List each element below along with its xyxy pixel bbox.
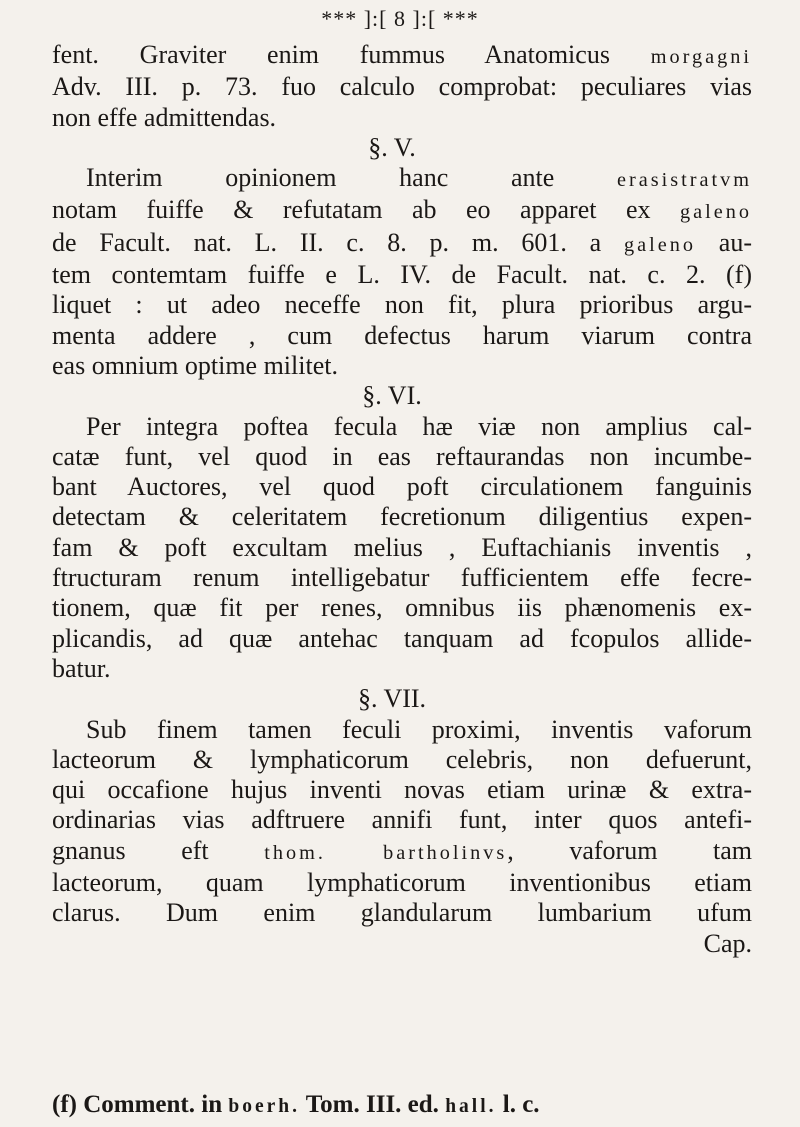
text-line: lacteorum, quam lymphaticorum inventionibus etiam — [52, 868, 752, 898]
text-line: menta addere , cum defectus harum viarum contra — [52, 320, 752, 350]
catchword: Cap. — [703, 928, 752, 958]
text-line: qui occafione hujus inventi novas etiam urinæ & extra- — [52, 775, 752, 805]
text-line: ordinarias vias adftruere annifi funt, inter quos antefi- — [52, 805, 752, 835]
author-name: morgagni — [650, 46, 752, 68]
footnote — [52, 1090, 762, 1122]
text-line: tem contemtam fuiffe e L. IV. de Facult. nat. c. 2. (f) — [52, 260, 752, 290]
text-line: lacteorum & lymphaticorum celebris, non defuerunt, — [52, 744, 752, 774]
text-line — [52, 40, 752, 72]
author-name: galeno — [679, 201, 752, 224]
text-line: plicandis, ad quæ antehac tanquam ad fcopulos allide- — [52, 623, 752, 653]
text-line: bant Auctores, vel quod poft circulationem fanguinis — [52, 472, 752, 502]
text-line: liquet : ut adeo neceffe non fit, plura prioribus argu- — [52, 290, 752, 320]
text-line: batur. — [52, 653, 111, 683]
text-line: non effe admittendas. — [52, 102, 277, 132]
text-span: , vaforum tam — [507, 835, 752, 865]
text-line: fam & poft excultam melius , Euftachianis inventis , — [52, 532, 752, 562]
text-span: Tom. III. ed. — [299, 1091, 446, 1118]
text-line: ftructuram renum intelligebatur fufficientem effe fecre- — [52, 563, 752, 593]
text-line: Per integra poftea fecula hæ viæ non amplius cal- — [86, 411, 752, 441]
section-heading: §. V. — [368, 132, 416, 162]
text-span: au- — [696, 227, 753, 257]
text-span: (f) Comment. in — [52, 1091, 229, 1118]
text-span: Interim opinionem hanc ante — [86, 163, 617, 193]
author-name: erasistratvm — [616, 169, 752, 192]
author-name: thom. bartholinvs — [264, 841, 508, 864]
text-line — [52, 836, 752, 868]
author-name: galeno — [623, 233, 697, 256]
text-line — [52, 195, 752, 227]
section-heading: §. VI. — [362, 381, 422, 411]
main-text — [52, 40, 752, 959]
text-line: Adv. III. p. 73. fuo calculo comprobat: peculiares vias — [52, 72, 752, 102]
text-line: detectam & celeritatem fecretionum diligentius expen- — [52, 502, 752, 532]
text-span: l. c. — [496, 1091, 540, 1118]
text-line — [52, 163, 752, 195]
text-line — [52, 228, 752, 260]
author-name: hall. — [445, 1096, 497, 1117]
running-head: *** ]:[ 8 ]:[ *** — [321, 6, 479, 31]
text-line: tionem, quæ fit per renes, omnibus iis phænomenis ex- — [52, 593, 752, 623]
author-name: boerh. — [228, 1096, 300, 1117]
text-line: Sub finem tamen feculi proximi, inventis vaforum — [86, 714, 752, 744]
text-line: catæ funt, vel quod in eas reftaurandas non incumbe- — [52, 441, 752, 471]
text-line: clarus. Dum enim glandularum lumbarium ufum — [52, 898, 752, 928]
section-heading: §. VII. — [357, 684, 427, 714]
text-span: fent. Graviter enim fummus Anatomicus — [52, 40, 651, 69]
text-span: gnanus eft — [52, 835, 265, 865]
text-span: notam fuiffe & refutatam ab eo apparet ex — [52, 195, 680, 225]
text-line: eas omnium optime militet. — [52, 350, 338, 380]
text-span: de Facult. nat. L. II. c. 8. p. m. 601. a — [52, 227, 624, 257]
